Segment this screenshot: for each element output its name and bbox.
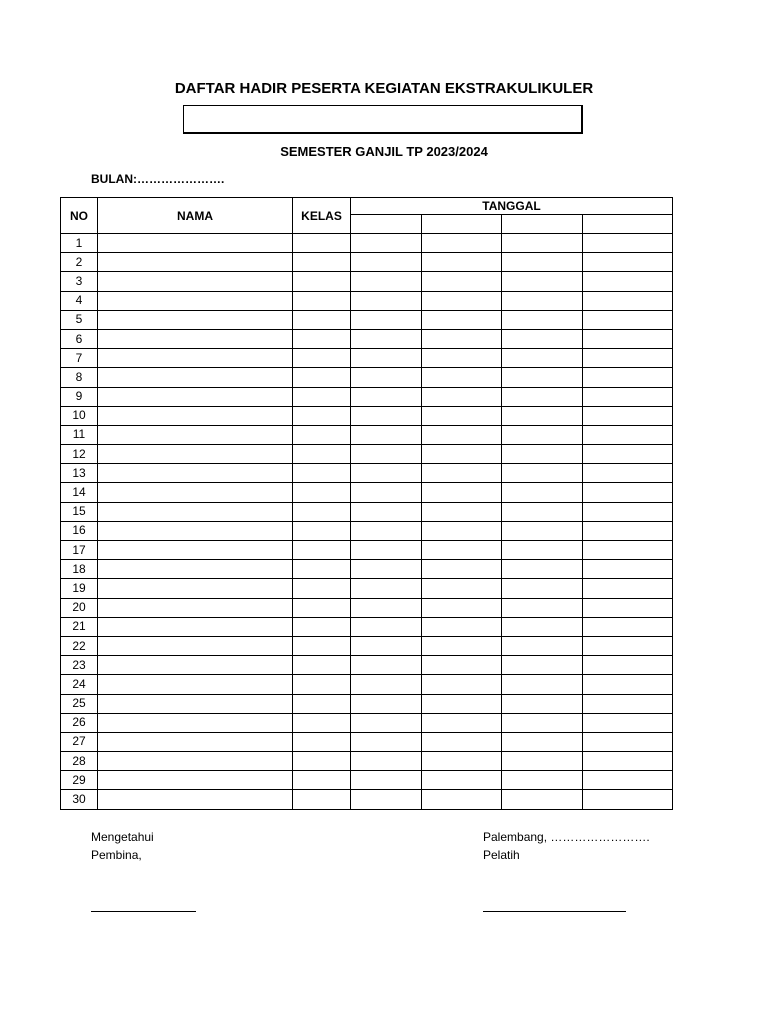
kelas-cell[interactable]	[293, 656, 351, 675]
table-row	[61, 598, 673, 617]
pelatih-label: Pelatih	[483, 848, 520, 862]
tanggal-cell-3[interactable]	[502, 521, 583, 540]
tanggal-cell-2[interactable]	[422, 445, 502, 464]
row-number: 15	[61, 502, 98, 521]
row-number: 20	[61, 598, 98, 617]
kelas-cell[interactable]	[293, 732, 351, 751]
row-number: 11	[61, 425, 98, 444]
tanggal-cell-4[interactable]	[583, 483, 673, 502]
tanggal-cell-4[interactable]	[583, 617, 673, 636]
tanggal-cell-3[interactable]	[502, 425, 583, 444]
tanggal-cell-2[interactable]	[422, 656, 502, 675]
kelas-cell[interactable]	[293, 387, 351, 406]
tanggal-cell-1[interactable]	[351, 272, 422, 291]
row-number: 8	[61, 368, 98, 387]
tanggal-cell-2[interactable]	[422, 521, 502, 540]
tanggal-cell-3[interactable]	[502, 329, 583, 348]
table-row	[61, 349, 673, 368]
kelas-cell[interactable]	[293, 675, 351, 694]
attendance-table	[60, 197, 673, 810]
nama-cell[interactable]	[98, 310, 293, 329]
nama-cell[interactable]	[98, 694, 293, 713]
nama-cell[interactable]	[98, 329, 293, 348]
tanggal-cell-1[interactable]	[351, 234, 422, 253]
row-number: 17	[61, 541, 98, 560]
tanggal-cell-3[interactable]	[502, 752, 583, 771]
row-number: 2	[61, 253, 98, 272]
row-number: 14	[61, 483, 98, 502]
tanggal-cell-2[interactable]	[422, 598, 502, 617]
kelas-cell[interactable]	[293, 598, 351, 617]
tanggal-cell-3[interactable]	[502, 387, 583, 406]
table-row	[61, 771, 673, 790]
nama-cell[interactable]	[98, 656, 293, 675]
table-row	[61, 272, 673, 291]
mengetahui-label: Mengetahui	[91, 830, 154, 844]
tanggal-cell-2[interactable]	[422, 253, 502, 272]
kelas-cell[interactable]	[293, 694, 351, 713]
bulan-label: BULAN:………………….	[91, 172, 225, 186]
tanggal-cell-4[interactable]	[583, 387, 673, 406]
place-date-label: Palembang, …………………….	[483, 830, 650, 844]
nama-cell[interactable]	[98, 713, 293, 732]
tanggal-cell-4[interactable]	[583, 636, 673, 655]
tanggal-cell-1[interactable]	[351, 771, 422, 790]
nama-cell[interactable]	[98, 752, 293, 771]
tanggal-cell-3[interactable]	[502, 732, 583, 751]
table-row	[61, 656, 673, 675]
table-row	[61, 464, 673, 483]
tanggal-cell-1[interactable]	[351, 675, 422, 694]
tanggal-cell-1[interactable]	[351, 541, 422, 560]
tanggal-cell-2[interactable]	[422, 387, 502, 406]
nama-cell[interactable]	[98, 560, 293, 579]
tanggal-cell-3[interactable]	[502, 713, 583, 732]
tanggal-cell-3[interactable]	[502, 291, 583, 310]
tanggal-cell-1[interactable]	[351, 579, 422, 598]
kelas-cell[interactable]	[293, 521, 351, 540]
tanggal-cell-3[interactable]	[502, 598, 583, 617]
tanggal-cell-4[interactable]	[583, 521, 673, 540]
tanggal-cell-2[interactable]	[422, 483, 502, 502]
tanggal-cell-2[interactable]	[422, 560, 502, 579]
tanggal-cell-3[interactable]	[502, 368, 583, 387]
row-number: 30	[61, 790, 98, 809]
kelas-cell[interactable]	[293, 790, 351, 809]
table-row	[61, 387, 673, 406]
nama-cell[interactable]	[98, 387, 293, 406]
tanggal-cell-1[interactable]	[351, 406, 422, 425]
tanggal-cell-2[interactable]	[422, 790, 502, 809]
tanggal-cell-4[interactable]	[583, 713, 673, 732]
tanggal-cell-3[interactable]	[502, 617, 583, 636]
table-row	[61, 713, 673, 732]
tanggal-cell-2[interactable]	[422, 368, 502, 387]
nama-cell[interactable]	[98, 502, 293, 521]
nama-cell[interactable]	[98, 406, 293, 425]
table-row	[61, 636, 673, 655]
table-row	[61, 790, 673, 809]
tanggal-cell-4[interactable]	[583, 272, 673, 291]
tanggal-cell-4[interactable]	[583, 291, 673, 310]
tanggal-cell-2[interactable]	[422, 234, 502, 253]
row-number: 9	[61, 387, 98, 406]
tanggal-cell-4[interactable]	[583, 464, 673, 483]
kelas-cell[interactable]	[293, 425, 351, 444]
table-row	[61, 694, 673, 713]
row-number: 21	[61, 617, 98, 636]
kelas-cell[interactable]	[293, 713, 351, 732]
kelas-cell[interactable]	[293, 483, 351, 502]
tanggal-cell-4[interactable]	[583, 329, 673, 348]
row-number: 23	[61, 656, 98, 675]
table-row	[61, 560, 673, 579]
tanggal-cell-3[interactable]	[502, 675, 583, 694]
tanggal-cell-3[interactable]	[502, 579, 583, 598]
kelas-cell[interactable]	[293, 617, 351, 636]
tanggal-cell-2[interactable]	[422, 406, 502, 425]
tanggal-cell-3[interactable]	[502, 560, 583, 579]
tanggal-cell-1[interactable]	[351, 732, 422, 751]
tanggal-cell-1[interactable]	[351, 483, 422, 502]
tanggal-cell-2[interactable]	[422, 675, 502, 694]
tanggal-cell-4[interactable]	[583, 579, 673, 598]
table-row	[61, 368, 673, 387]
row-number: 16	[61, 521, 98, 540]
kelas-cell[interactable]	[293, 579, 351, 598]
footer-right	[483, 828, 650, 864]
tanggal-cell-4[interactable]	[583, 253, 673, 272]
table-row	[61, 617, 673, 636]
kelas-cell[interactable]	[293, 541, 351, 560]
tanggal-cell-4[interactable]	[583, 310, 673, 329]
row-number: 6	[61, 329, 98, 348]
tanggal-cell-1[interactable]	[351, 291, 422, 310]
kelas-cell[interactable]	[293, 329, 351, 348]
tanggal-cell-4[interactable]	[583, 234, 673, 253]
tanggal-cell-1[interactable]	[351, 636, 422, 655]
tanggal-cell-3[interactable]	[502, 694, 583, 713]
nama-cell[interactable]	[98, 349, 293, 368]
kelas-cell[interactable]	[293, 368, 351, 387]
tanggal-cell-2[interactable]	[422, 541, 502, 560]
tanggal-cell-1[interactable]	[351, 425, 422, 444]
tanggal-cell-4[interactable]	[583, 598, 673, 617]
tanggal-cell-4[interactable]	[583, 406, 673, 425]
kelas-cell[interactable]	[293, 291, 351, 310]
tanggal-cell-1[interactable]	[351, 560, 422, 579]
tanggal-cell-1[interactable]	[351, 368, 422, 387]
date-column-2	[422, 215, 502, 234]
tanggal-cell-4[interactable]	[583, 732, 673, 751]
table-row	[61, 329, 673, 348]
kelas-cell[interactable]	[293, 502, 351, 521]
tanggal-cell-4[interactable]	[583, 425, 673, 444]
tanggal-cell-3[interactable]	[502, 483, 583, 502]
nama-cell[interactable]	[98, 291, 293, 310]
tanggal-cell-4[interactable]	[583, 349, 673, 368]
row-number: 4	[61, 291, 98, 310]
tanggal-cell-4[interactable]	[583, 694, 673, 713]
nama-cell[interactable]	[98, 483, 293, 502]
tanggal-cell-3[interactable]	[502, 790, 583, 809]
tanggal-cell-1[interactable]	[351, 253, 422, 272]
tanggal-cell-1[interactable]	[351, 617, 422, 636]
tanggal-cell-3[interactable]	[502, 771, 583, 790]
nama-cell[interactable]	[98, 445, 293, 464]
nama-cell[interactable]	[98, 579, 293, 598]
table-row	[61, 579, 673, 598]
kelas-cell[interactable]	[293, 272, 351, 291]
row-number: 18	[61, 560, 98, 579]
row-number: 22	[61, 636, 98, 655]
nama-cell[interactable]	[98, 368, 293, 387]
attendance-rows	[61, 234, 673, 810]
kelas-cell[interactable]	[293, 234, 351, 253]
semester-subtitle: SEMESTER GANJIL TP 2023/2024	[280, 144, 488, 159]
nama-cell[interactable]	[98, 253, 293, 272]
table-row	[61, 502, 673, 521]
table-row	[61, 425, 673, 444]
nama-cell[interactable]	[98, 617, 293, 636]
kelas-cell[interactable]	[293, 406, 351, 425]
kelas-cell[interactable]	[293, 253, 351, 272]
kelas-cell[interactable]	[293, 464, 351, 483]
nama-cell[interactable]	[98, 234, 293, 253]
tanggal-cell-3[interactable]	[502, 502, 583, 521]
tanggal-cell-3[interactable]	[502, 234, 583, 253]
tanggal-cell-1[interactable]	[351, 310, 422, 329]
tanggal-cell-1[interactable]	[351, 713, 422, 732]
tanggal-cell-3[interactable]	[502, 272, 583, 291]
kelas-cell[interactable]	[293, 636, 351, 655]
table-row	[61, 675, 673, 694]
tanggal-cell-2[interactable]	[422, 694, 502, 713]
tanggal-cell-1[interactable]	[351, 656, 422, 675]
tanggal-cell-2[interactable]	[422, 329, 502, 348]
tanggal-cell-1[interactable]	[351, 502, 422, 521]
nama-cell[interactable]	[98, 636, 293, 655]
row-number: 1	[61, 234, 98, 253]
nama-cell[interactable]	[98, 790, 293, 809]
table-row	[61, 752, 673, 771]
tanggal-cell-2[interactable]	[422, 732, 502, 751]
tanggal-cell-2[interactable]	[422, 617, 502, 636]
tanggal-cell-4[interactable]	[583, 752, 673, 771]
table-row	[61, 310, 673, 329]
tanggal-cell-2[interactable]	[422, 713, 502, 732]
nama-cell[interactable]	[98, 771, 293, 790]
date-column-3	[502, 215, 583, 234]
tanggal-cell-2[interactable]	[422, 771, 502, 790]
table-row	[61, 732, 673, 751]
row-number: 29	[61, 771, 98, 790]
tanggal-cell-4[interactable]	[583, 560, 673, 579]
table-row	[61, 521, 673, 540]
tanggal-cell-1[interactable]	[351, 694, 422, 713]
table-row	[61, 541, 673, 560]
row-number: 27	[61, 732, 98, 751]
tanggal-cell-4[interactable]	[583, 368, 673, 387]
header-tanggal: TANGGAL	[351, 198, 673, 215]
tanggal-cell-2[interactable]	[422, 291, 502, 310]
kelas-cell[interactable]	[293, 310, 351, 329]
table-row	[61, 291, 673, 310]
tanggal-cell-3[interactable]	[502, 636, 583, 655]
row-number: 26	[61, 713, 98, 732]
tanggal-cell-1[interactable]	[351, 329, 422, 348]
date-column-1	[351, 215, 422, 234]
tanggal-cell-4[interactable]	[583, 445, 673, 464]
pembina-label: Pembina,	[91, 848, 142, 862]
table-row	[61, 234, 673, 253]
tanggal-cell-2[interactable]	[422, 272, 502, 291]
footer-left	[91, 828, 154, 864]
row-number: 24	[61, 675, 98, 694]
table-row	[61, 483, 673, 502]
tanggal-cell-2[interactable]	[422, 636, 502, 655]
tanggal-cell-3[interactable]	[502, 349, 583, 368]
activity-name-box[interactable]	[183, 105, 583, 134]
tanggal-cell-4[interactable]	[583, 502, 673, 521]
nama-cell[interactable]	[98, 732, 293, 751]
kelas-cell[interactable]	[293, 752, 351, 771]
tanggal-cell-1[interactable]	[351, 387, 422, 406]
tanggal-cell-1[interactable]	[351, 349, 422, 368]
tanggal-cell-4[interactable]	[583, 656, 673, 675]
tanggal-cell-4[interactable]	[583, 675, 673, 694]
kelas-cell[interactable]	[293, 349, 351, 368]
tanggal-cell-2[interactable]	[422, 502, 502, 521]
nama-cell[interactable]	[98, 425, 293, 444]
nama-cell[interactable]	[98, 541, 293, 560]
header-kelas: KELAS	[293, 198, 351, 234]
tanggal-cell-2[interactable]	[422, 579, 502, 598]
row-number: 5	[61, 310, 98, 329]
row-number: 7	[61, 349, 98, 368]
kelas-cell[interactable]	[293, 445, 351, 464]
row-number: 19	[61, 579, 98, 598]
tanggal-cell-4[interactable]	[583, 771, 673, 790]
table-row	[61, 253, 673, 272]
tanggal-cell-3[interactable]	[502, 253, 583, 272]
tanggal-cell-2[interactable]	[422, 464, 502, 483]
tanggal-cell-1[interactable]	[351, 445, 422, 464]
row-number: 25	[61, 694, 98, 713]
tanggal-cell-1[interactable]	[351, 752, 422, 771]
tanggal-cell-3[interactable]	[502, 445, 583, 464]
tanggal-cell-2[interactable]	[422, 349, 502, 368]
tanggal-cell-4[interactable]	[583, 541, 673, 560]
tanggal-cell-1[interactable]	[351, 464, 422, 483]
nama-cell[interactable]	[98, 521, 293, 540]
tanggal-cell-2[interactable]	[422, 310, 502, 329]
tanggal-cell-3[interactable]	[502, 541, 583, 560]
row-number: 3	[61, 272, 98, 291]
row-number: 10	[61, 406, 98, 425]
row-number: 13	[61, 464, 98, 483]
document-title: DAFTAR HADIR PESERTA KEGIATAN EKSTRAKULIKULER	[174, 80, 594, 97]
pelatih-signature-line	[483, 910, 626, 912]
pembina-signature-line	[91, 910, 196, 912]
tanggal-cell-3[interactable]	[502, 310, 583, 329]
tanggal-cell-3[interactable]	[502, 406, 583, 425]
header-nama: NAMA	[98, 198, 293, 234]
kelas-cell[interactable]	[293, 560, 351, 579]
nama-cell[interactable]	[98, 598, 293, 617]
tanggal-cell-2[interactable]	[422, 425, 502, 444]
row-number: 28	[61, 752, 98, 771]
nama-cell[interactable]	[98, 464, 293, 483]
tanggal-cell-3[interactable]	[502, 656, 583, 675]
tanggal-cell-3[interactable]	[502, 464, 583, 483]
row-number: 12	[61, 445, 98, 464]
tanggal-cell-1[interactable]	[351, 598, 422, 617]
tanggal-cell-1[interactable]	[351, 521, 422, 540]
date-column-4	[583, 215, 673, 234]
table-row	[61, 406, 673, 425]
kelas-cell[interactable]	[293, 771, 351, 790]
nama-cell[interactable]	[98, 272, 293, 291]
nama-cell[interactable]	[98, 675, 293, 694]
header-no: NO	[61, 198, 98, 234]
tanggal-cell-1[interactable]	[351, 790, 422, 809]
table-row	[61, 445, 673, 464]
tanggal-cell-4[interactable]	[583, 790, 673, 809]
tanggal-cell-2[interactable]	[422, 752, 502, 771]
